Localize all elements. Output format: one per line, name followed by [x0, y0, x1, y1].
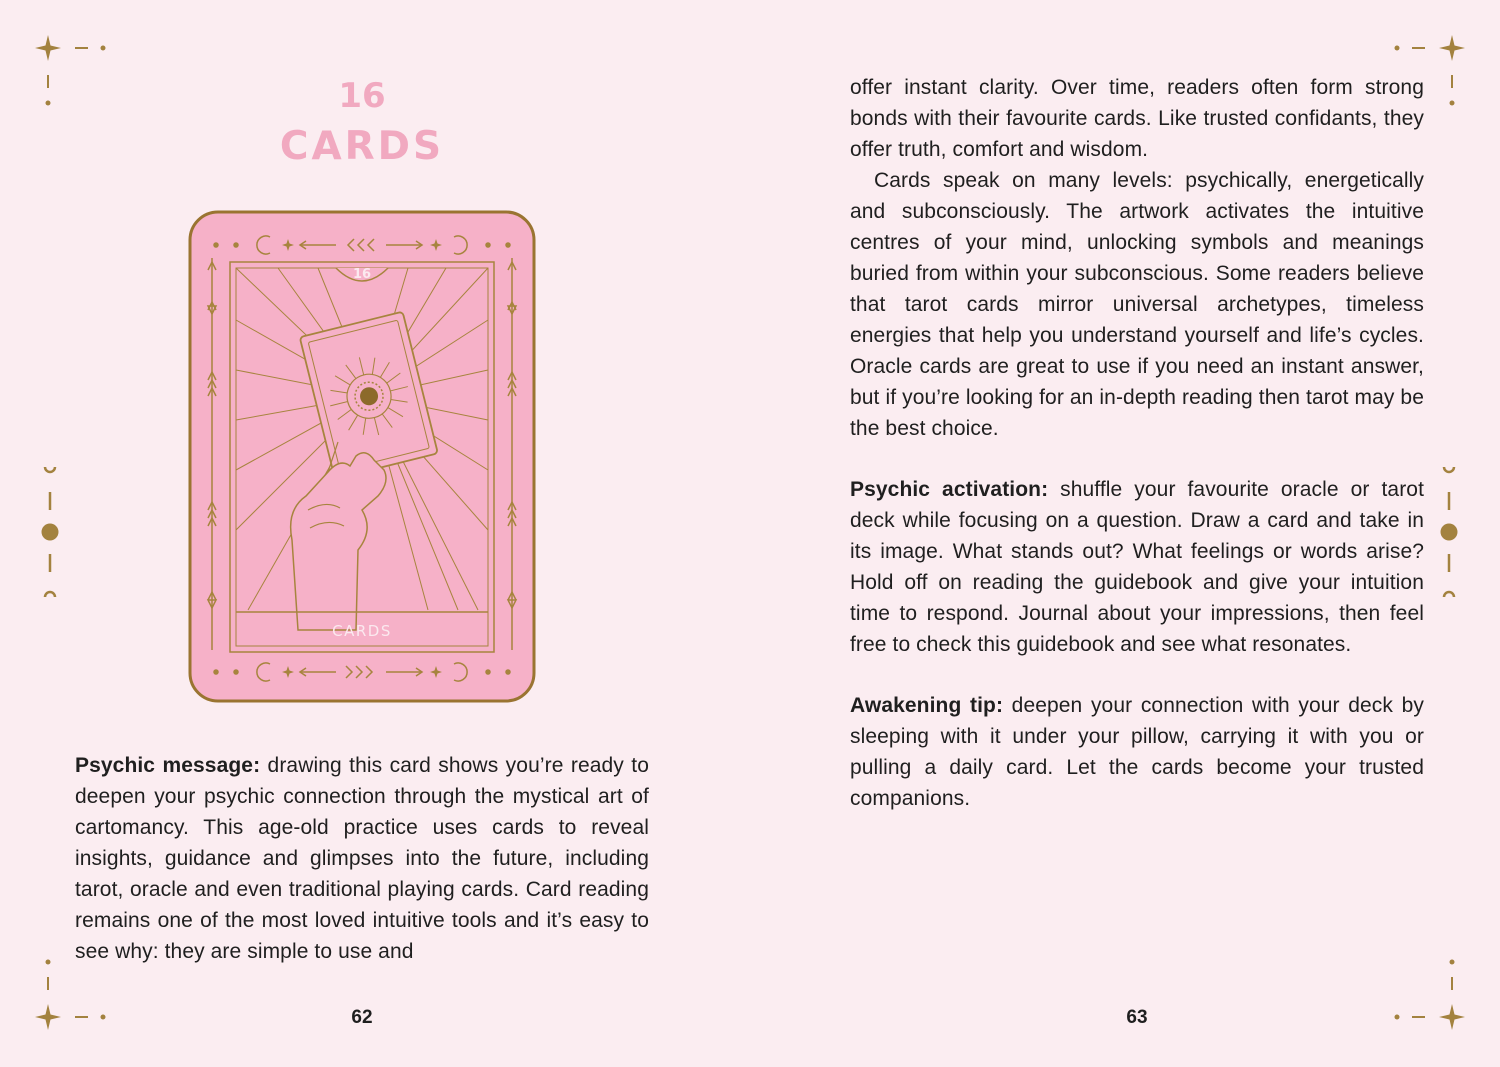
card-title: CARDS: [279, 124, 445, 169]
awakening-tip-label: Awakening tip:: [850, 694, 1004, 717]
psychic-message-text: drawing this card shows you’re ready to deepen your psychic connection through the mystical art of cartomancy. This age-old practice uses cards to reveal insights, guidance and glimpses into the future, including tarot, oracle and even traditional playing cards. Card reading remains one of the most loved intuitive tools and it’s easy to see why: they are simple to use and: [75, 754, 649, 963]
illustration-number: 16: [352, 267, 372, 282]
tarot-card-illustration: [188, 210, 536, 703]
moon-phase-icon: [1437, 462, 1461, 602]
illustration-label: CARDS: [332, 622, 392, 640]
paragraph-continuation: offer instant clarity. Over time, readers often form strong bonds with their favourite cards. Like trusted confidants, they offer truth, comfort and wisdom.: [850, 76, 1424, 161]
psychic-activation-text: shuffle your favourite oracle or tarot deck while focusing on a question. Draw a card and take in its image. What stands out? What feelings or words arise? Hold off on reading the guidebook and give your intuition time to respond. Journal about your impressions, then feel free to check this guidebook and see what resonates.: [850, 478, 1425, 656]
page-number-right: 63: [1126, 1007, 1148, 1028]
awakening-tip-text: deepen your connection with your deck by sleeping with it under your pillow, carrying it with you or pulling a daily card. Let the cards become your trusted companions.: [850, 694, 1424, 810]
psychic-message: [75, 750, 649, 967]
psychic-activation-label: Psychic activation:: [850, 478, 1049, 501]
psychic-message-label: Psychic message:: [75, 754, 261, 777]
right-body-text: [850, 72, 1424, 814]
psychic-activation: [850, 474, 1424, 660]
paragraph-levels: Cards speak on many levels: psychically, energetically and subconsciously. The artwork activates the intuitive centres of your mind, unlocking symbols and meanings buried from within your subconscious. Some readers believe that tarot cards mirror universal archetypes, timeless energies that help you understand yourself and life’s cycles. Oracle cards are great to use if you need an instant answer, but if you’re looking for an in-depth reading then tarot may be the best choice.: [850, 169, 1424, 440]
moon-phase-icon: [38, 462, 62, 602]
sparkle-star-icon: [1390, 955, 1470, 1035]
sparkle-star-icon: [30, 955, 110, 1035]
card-number: 16: [338, 76, 386, 116]
awakening-tip: [850, 690, 1424, 814]
sparkle-star-icon: [30, 30, 110, 110]
right-page: [750, 0, 1500, 1067]
page-number-left: 62: [351, 1007, 373, 1028]
